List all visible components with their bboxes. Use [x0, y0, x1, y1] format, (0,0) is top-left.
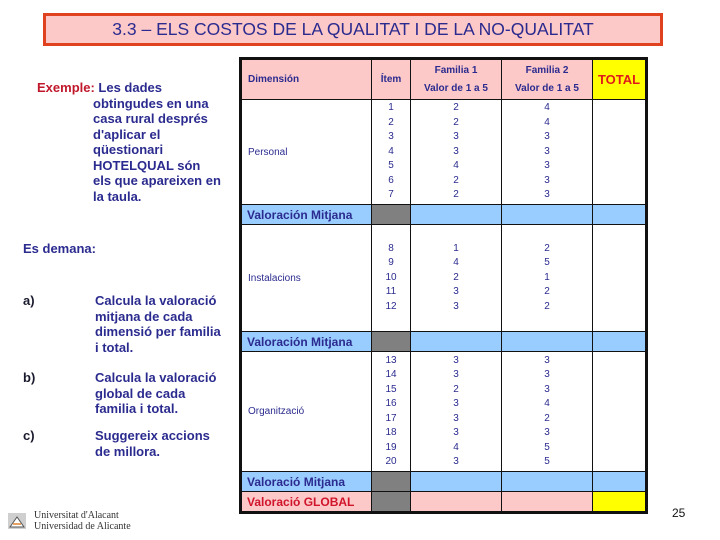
- question-line: dimensió per familia: [95, 324, 221, 339]
- summary-gray-cell: [372, 205, 411, 225]
- item-number: 6: [388, 174, 394, 186]
- item-number: 13: [385, 354, 397, 366]
- family-2-values: [502, 100, 593, 205]
- header-total: TOTAL: [593, 59, 647, 100]
- summary-label: Valoración Mitjana: [241, 205, 372, 225]
- ask-heading: Es demana:: [23, 241, 96, 256]
- example-lines: [37, 96, 242, 205]
- value-cell: 3: [544, 174, 550, 186]
- header-family-1-scale: Valor de 1 a 5: [424, 82, 488, 94]
- value-cell: 2: [453, 189, 459, 201]
- table-row: [241, 225, 647, 332]
- value-cell: 2: [453, 383, 459, 395]
- summary-row: [241, 205, 647, 225]
- item-number: 8: [388, 242, 394, 254]
- value-cell: 4: [544, 102, 550, 114]
- header-family-1-name: Familia 1: [434, 64, 478, 76]
- value-cell: 4: [453, 160, 459, 172]
- total-cell: [593, 352, 647, 472]
- value-cell: 2: [453, 102, 459, 114]
- question-a: [23, 293, 238, 357]
- global-total: [593, 492, 647, 513]
- example-line: la taula.: [93, 188, 142, 204]
- question-letter: b): [23, 370, 36, 385]
- slide-title: 3.3 – ELS COSTOS DE LA QUALITAT I DE LA NO-QUALITAT: [112, 19, 594, 39]
- table-row: [241, 100, 647, 205]
- dimension-name: Instalacions: [241, 225, 372, 332]
- item-number: 2: [388, 116, 394, 128]
- summary-label: Valoració Mitjana: [241, 472, 372, 492]
- item-number: 16: [385, 398, 397, 409]
- header-family-2-scale: Valor de 1 a 5: [515, 82, 579, 94]
- dimension-name: Organització: [241, 352, 372, 472]
- summary-family-2: [502, 205, 593, 225]
- example-label: Exemple:: [37, 80, 95, 95]
- item-number: 10: [385, 271, 397, 283]
- value-cell: 3: [453, 145, 459, 157]
- value-cell: 3: [453, 427, 459, 438]
- question-line: global de cada: [95, 385, 186, 401]
- summary-label: Valoración Mitjana: [241, 332, 372, 352]
- question-line: de millora.: [95, 443, 161, 459]
- family-2-values: [502, 352, 593, 472]
- value-cell: 2: [544, 300, 550, 312]
- quality-table: [239, 57, 648, 514]
- summary-total: [593, 472, 647, 492]
- value-cell: 3: [453, 456, 459, 467]
- family-1-values: [411, 225, 502, 332]
- header-item: Ítem: [372, 59, 411, 100]
- example-description: [37, 80, 242, 204]
- value-cell: 3: [544, 369, 550, 380]
- global-family-2: [502, 492, 593, 513]
- summary-row: [241, 332, 647, 352]
- item-number: 9: [388, 257, 394, 269]
- table-row: [241, 352, 647, 472]
- example-line: obtingudes en una: [93, 95, 209, 111]
- example-line: qüestionari: [93, 142, 164, 157]
- item-column: [372, 352, 411, 472]
- question-line: familia i total.: [95, 401, 179, 416]
- example-line: casa rural després: [93, 111, 208, 126]
- question-line: i total.: [95, 339, 134, 355]
- header-dimension: Dimensión: [241, 59, 372, 100]
- dimension-name: Personal: [241, 100, 372, 205]
- example-line: els que apareixen en: [93, 173, 221, 188]
- item-number: 7: [388, 189, 394, 201]
- summary-family-2: [502, 332, 593, 352]
- value-cell: 2: [453, 174, 459, 186]
- global-family-1: [411, 492, 502, 513]
- value-cell: 1: [544, 271, 550, 283]
- value-cell: 2: [544, 242, 550, 254]
- family-1-values: [411, 352, 502, 472]
- value-cell: 2: [453, 271, 459, 283]
- value-cell: 1: [453, 242, 459, 254]
- question-letter: c): [23, 428, 35, 443]
- example-line: HOTELQUAL són: [93, 157, 201, 173]
- value-cell: 3: [453, 398, 459, 409]
- summary-gray-cell: [372, 332, 411, 352]
- summary-gray-cell: [372, 472, 411, 492]
- item-number: 1: [388, 102, 394, 114]
- summary-family-1: [411, 332, 502, 352]
- question-b: [23, 370, 238, 418]
- item-number: 5: [388, 160, 394, 172]
- value-cell: 3: [544, 427, 550, 438]
- example-line: d'aplicar el: [93, 126, 161, 142]
- value-cell: 3: [453, 412, 459, 424]
- slide-title-box: [43, 13, 663, 46]
- item-number: 4: [388, 145, 394, 157]
- value-cell: 4: [544, 116, 550, 128]
- item-number: 17: [385, 412, 397, 424]
- family-1-values: [411, 100, 502, 205]
- global-row: [241, 492, 647, 513]
- question-c: [23, 428, 238, 460]
- value-cell: 3: [453, 354, 459, 366]
- value-cell: 4: [453, 441, 459, 453]
- value-cell: 3: [544, 189, 550, 201]
- summary-total: [593, 332, 647, 352]
- summary-total: [593, 205, 647, 225]
- example-first-line: Les dades: [94, 80, 163, 95]
- table-header-row: [241, 59, 647, 100]
- item-number: 3: [388, 131, 394, 143]
- item-column: [372, 225, 411, 332]
- item-number: 18: [385, 427, 397, 438]
- item-number: 20: [385, 456, 397, 467]
- value-cell: 3: [453, 300, 459, 312]
- logo-line-2: Universidad de Alicante: [34, 521, 131, 532]
- item-column: [372, 100, 411, 205]
- value-cell: 2: [453, 116, 459, 128]
- value-cell: 4: [544, 398, 550, 409]
- value-cell: 5: [544, 456, 550, 467]
- item-number: 14: [385, 369, 397, 380]
- university-logo: [8, 510, 131, 532]
- value-cell: 2: [544, 286, 550, 298]
- value-cell: 3: [544, 354, 550, 366]
- summary-row: [241, 472, 647, 492]
- value-cell: 5: [544, 257, 550, 269]
- global-gray-cell: [372, 492, 411, 513]
- total-cell: [593, 225, 647, 332]
- page-number: 25: [672, 506, 686, 520]
- question-line: Calcula la valoració: [95, 293, 217, 308]
- value-cell: 3: [544, 145, 550, 157]
- value-cell: 3: [544, 131, 550, 143]
- value-cell: 3: [544, 160, 550, 172]
- value-cell: 3: [453, 131, 459, 143]
- total-cell: [593, 100, 647, 205]
- header-family-2-name: Familia 2: [525, 64, 569, 76]
- header-family-1: [411, 59, 502, 100]
- value-cell: 3: [544, 383, 550, 395]
- question-line: Suggereix accions: [95, 428, 210, 443]
- summary-family-1: [411, 205, 502, 225]
- item-number: 11: [385, 286, 397, 298]
- value-cell: 3: [453, 286, 459, 298]
- value-cell: 2: [544, 412, 550, 424]
- family-2-values: [502, 225, 593, 332]
- value-cell: 5: [544, 441, 550, 453]
- question-letter: a): [23, 293, 35, 308]
- value-cell: 3: [453, 369, 459, 380]
- summary-family-2: [502, 472, 593, 492]
- university-emblem-icon: [8, 513, 26, 529]
- summary-family-1: [411, 472, 502, 492]
- item-number: 15: [385, 383, 397, 395]
- item-number: 19: [385, 441, 397, 453]
- global-label: Valoració GLOBAL: [241, 492, 372, 513]
- question-line: mitjana de cada: [95, 308, 193, 324]
- question-line: Calcula la valoració: [95, 370, 217, 385]
- header-family-2: [502, 59, 593, 100]
- item-number: 12: [385, 300, 397, 312]
- logo-line-1: Universitat d'Alacant: [34, 510, 119, 521]
- value-cell: 4: [453, 257, 459, 269]
